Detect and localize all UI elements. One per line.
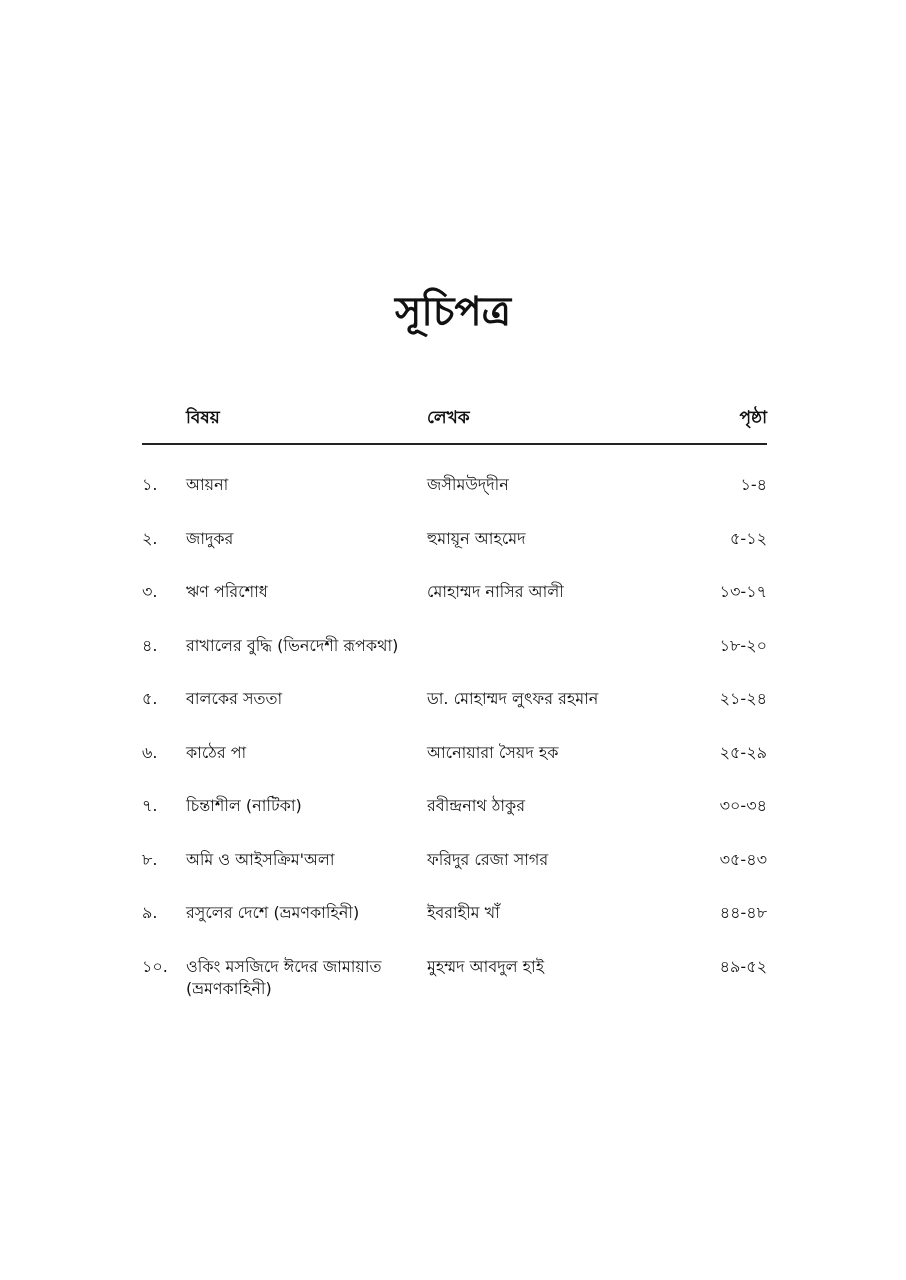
- entry-number: ৫.: [142, 689, 158, 708]
- entry-author: হুমায়ূন আহমেদ: [427, 528, 526, 548]
- entry-author: মুহম্মদ আবদুল হাই: [427, 956, 545, 976]
- entry-author: আনোয়ারা সৈয়দ হক: [427, 742, 559, 762]
- entry-number: ৭.: [142, 796, 158, 815]
- entry-author: ডা. মোহাম্মদ লুৎফর রহমান: [427, 689, 599, 708]
- entry-pages: ১৩-১৭: [719, 582, 767, 601]
- toc-entry: [142, 528, 767, 582]
- entry-title: কাঠের পা: [186, 742, 247, 762]
- entry-pages: ৩৫-৪৩: [719, 849, 767, 869]
- entry-number: ৩.: [142, 582, 158, 601]
- entry-pages: ১৮-২০: [719, 635, 767, 655]
- entry-author: জসীমউদ্‌দীন: [427, 475, 509, 494]
- page-title: সূচিপত্র: [395, 289, 511, 335]
- entry-title: বালকের সততা: [186, 689, 283, 708]
- toc-entry: [142, 742, 767, 796]
- entry-pages: ৩০-৩৪: [719, 796, 767, 815]
- entry-title: আয়না: [186, 475, 229, 494]
- toc-entry: [142, 635, 767, 689]
- entry-number: ১০.: [142, 956, 168, 976]
- entry-author: ফরিদুর রেজা সাগর: [427, 849, 549, 869]
- entry-pages: ৪৯-৫২: [719, 956, 767, 976]
- entry-number: ৯.: [142, 903, 158, 922]
- entry-title: ওকিং মসজিদে ঈদের জামায়াত (ভ্রমণকাহিনী): [186, 956, 382, 998]
- header-author: লেখক: [427, 408, 470, 428]
- entry-number: ২.: [142, 528, 158, 548]
- entry-title: রসুলের দেশে (ভ্রমণকাহিনী): [186, 903, 360, 922]
- toc-entry: [142, 902, 767, 956]
- header-page: পৃষ্ঠা: [739, 408, 767, 428]
- entry-title: জাদুকর: [186, 528, 234, 548]
- entry-pages: ৪৪-৪৮: [719, 903, 767, 922]
- header-divider: [142, 443, 767, 445]
- entry-author: মোহাম্মদ নাসির আলী: [427, 582, 564, 601]
- toc-header: [142, 405, 767, 435]
- toc-entry: [142, 795, 767, 849]
- entry-pages: ৫-১২: [730, 528, 767, 548]
- toc-entry: [142, 581, 767, 635]
- entry-author: রবীন্দ্রনাথ ঠাকুর: [427, 796, 526, 815]
- toc-entry: [142, 688, 767, 742]
- toc-entry: [142, 474, 767, 528]
- entry-pages: ২৫-২৯: [719, 742, 767, 762]
- entry-number: ১.: [142, 475, 158, 494]
- entry-title: রাখালের বুদ্ধি (ভিনদেশী রূপকথা): [186, 635, 399, 655]
- entry-author: ইবরাহীম খাঁ: [427, 903, 500, 922]
- entry-number: ৮.: [142, 849, 158, 869]
- entry-pages: ১-৪: [740, 475, 767, 494]
- toc-entry: [142, 956, 767, 1010]
- entry-number: ৬.: [142, 742, 158, 762]
- entry-number: ৪.: [142, 635, 158, 655]
- entry-title: ঋণ পরিশোধ: [186, 582, 268, 601]
- entry-title: অমি ও আইসক্রিম'অলা: [186, 849, 335, 869]
- entry-title: চিন্তাশীল (নাটিকা): [186, 796, 302, 815]
- toc-list: [142, 474, 767, 1009]
- header-subject: বিষয়: [186, 408, 220, 428]
- entry-pages: ২১-২৪: [719, 689, 767, 708]
- toc-entry: [142, 849, 767, 903]
